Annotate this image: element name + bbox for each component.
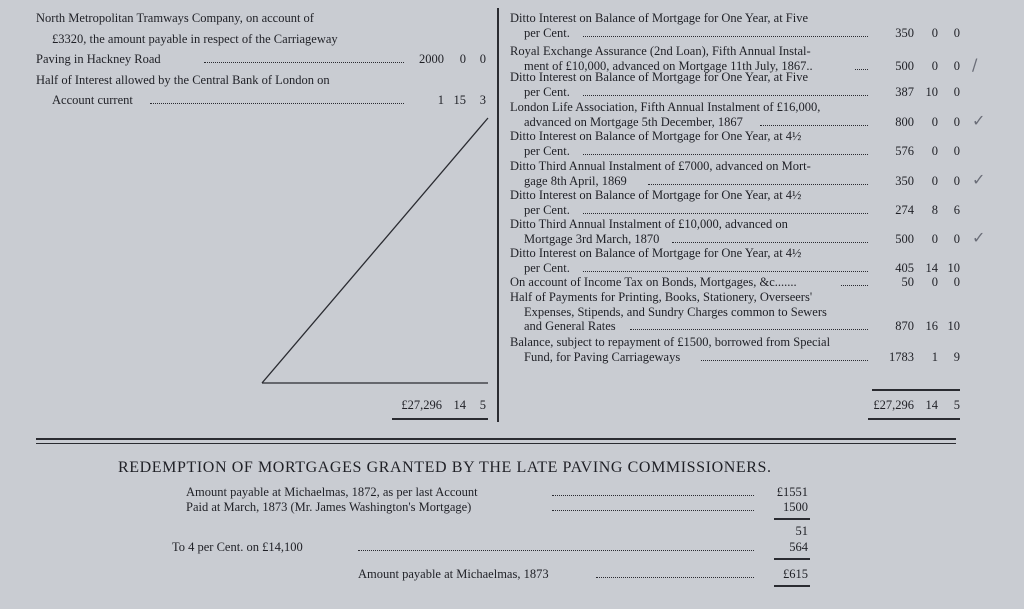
- right-item-line: Half of Payments for Printing, Books, Stationery, Overseers': [510, 290, 813, 304]
- check-mark-icon: ✓: [972, 169, 986, 189]
- right-total-shillings: 14: [925, 398, 938, 412]
- leader-dots: [648, 184, 868, 185]
- section-separator-top: [36, 438, 956, 440]
- leader-dots: [552, 495, 754, 496]
- redemption-line3-label: To 4 per Cent. on £14,100: [172, 540, 303, 554]
- redemption-line2-amount: 1500: [783, 500, 808, 514]
- left-total-pence: 5: [479, 398, 486, 412]
- right-sum-rule: [872, 389, 960, 391]
- right-item-shillings: 14: [925, 260, 938, 275]
- leader-dots: [630, 329, 868, 330]
- redemption-line3-amount: 564: [789, 540, 808, 554]
- check-mark-icon: /: [972, 54, 978, 74]
- right-item-shillings: 16: [925, 319, 938, 334]
- right-item-pence: 0: [953, 114, 960, 129]
- right-item-pounds: 500: [895, 231, 914, 246]
- left-item1-shillings: 0: [459, 52, 466, 66]
- left-item2-shillings: 15: [453, 93, 466, 107]
- right-item-pence: 0: [953, 231, 960, 246]
- right-item-line: per Cent.: [524, 84, 570, 99]
- cancel-diagonal-line: [262, 118, 488, 383]
- leader-dots: [552, 510, 754, 511]
- right-item-line: Ditto Third Annual Instalment of £10,000, advanced on: [510, 217, 788, 231]
- right-item-line: per Cent.: [524, 25, 570, 40]
- leader-dots: [855, 69, 869, 70]
- left-item2-pence: 3: [479, 93, 486, 107]
- right-item-line: ment of £10,000, advanced on Mortgage 11th July, 1867..: [524, 58, 813, 73]
- right-item-line: Ditto Interest on Balance of Mortgage for One Year, at Five: [510, 11, 809, 25]
- leader-dots: [358, 550, 754, 551]
- right-item-shillings: 0: [931, 25, 938, 40]
- right-total-pence: 5: [953, 398, 960, 412]
- redemption-line1-label: Amount payable at Michaelmas, 1872, as per last Account: [186, 485, 478, 499]
- redemption-title: REDEMPTION OF MORTGAGES GRANTED BY THE LATE PAVING COMMISSIONERS.: [118, 459, 772, 476]
- left-total-shillings: 14: [453, 398, 466, 412]
- right-item-pounds: 405: [895, 260, 914, 275]
- left-total-rule: [392, 418, 488, 420]
- right-item-shillings: 0: [931, 143, 938, 158]
- right-item-shillings: 0: [931, 58, 938, 73]
- redemption-sub-rule: [774, 518, 810, 520]
- left-item1-pence: 0: [479, 52, 486, 66]
- redemption-sub-rule: [774, 558, 810, 560]
- right-item-pence: 0: [953, 143, 960, 158]
- left-item2-line1: Half of Interest allowed by the Central Bank of London on: [36, 73, 330, 87]
- right-item-line: Ditto Interest on Balance of Mortgage for One Year, at 4½: [510, 246, 802, 260]
- right-item-line: advanced on Mortgage 5th December, 1867: [524, 114, 743, 129]
- left-item1-line1: North Metropolitan Tramways Company, on account of: [36, 11, 314, 25]
- right-item-line: Ditto Interest on Balance of Mortgage for One Year, at 4½: [510, 188, 802, 202]
- right-item-pence: 9: [953, 349, 960, 364]
- left-item2-line2: Account current: [52, 93, 133, 107]
- right-item-line: per Cent.: [524, 143, 570, 158]
- right-item-shillings: 0: [931, 173, 938, 188]
- right-item-line: Balance, subject to repayment of £1500, borrowed from Special: [510, 335, 831, 349]
- right-item-pounds: 350: [895, 173, 914, 188]
- right-item-pence: 0: [953, 275, 960, 289]
- right-item-pence: 10: [947, 260, 960, 275]
- right-item-line: Ditto Third Annual Instalment of £7000, advanced on Mort-: [510, 159, 811, 173]
- right-item-line: Ditto Interest on Balance of Mortgage for One Year, at Five: [510, 70, 809, 84]
- right-item-shillings: 0: [931, 231, 938, 246]
- column-divider: [497, 8, 499, 422]
- right-item-line: per Cent.: [524, 260, 570, 275]
- leader-dots: [596, 577, 754, 578]
- redemption-line2-label: Paid at March, 1873 (Mr. James Washington's Mortgage): [186, 500, 472, 514]
- right-item-pence: 6: [953, 202, 960, 217]
- right-item-line: Fund, for Paving Carriageways: [524, 349, 681, 364]
- right-item-pounds: 576: [895, 143, 914, 158]
- leader-dots: [583, 95, 868, 96]
- right-item-pence: 0: [953, 58, 960, 73]
- right-item-pounds: 870: [895, 319, 914, 334]
- section-separator-bottom: [36, 443, 956, 444]
- left-item1-pounds: 2000: [419, 52, 444, 66]
- leader-dots: [701, 360, 868, 361]
- right-item-shillings: 0: [931, 275, 938, 289]
- right-item-line: London Life Association, Fifth Annual Instalment of £16,000,: [510, 100, 821, 114]
- right-item-line: per Cent.: [524, 202, 570, 217]
- right-item-pounds: 350: [895, 25, 914, 40]
- right-total-pounds: £27,296: [873, 398, 914, 412]
- right-item-line: Expenses, Stipends, and Sundry Charges common to Sewers: [524, 304, 827, 319]
- right-item-line: Royal Exchange Assurance (2nd Loan), Fifth Annual Instal-: [510, 44, 811, 58]
- redemption-final-rule: [774, 585, 810, 587]
- left-item1-line3: Paving in Hackney Road: [36, 52, 161, 66]
- right-total-rule: [868, 418, 960, 420]
- right-item-pence: 0: [953, 25, 960, 40]
- left-item2-pounds: 1: [437, 93, 444, 107]
- right-item-pounds: 1783: [889, 349, 914, 364]
- redemption-line1-amount: £1551: [776, 485, 808, 499]
- right-item-line: gage 8th April, 1869: [524, 173, 627, 188]
- right-item-line: and General Rates: [524, 319, 616, 334]
- left-total-pounds: £27,296: [401, 398, 442, 412]
- leader-dots: [760, 125, 868, 126]
- check-mark-icon: ✓: [972, 227, 986, 247]
- right-item-pounds: 500: [895, 58, 914, 73]
- right-item-line: Mortgage 3rd March, 1870: [524, 231, 660, 246]
- leader-dots: [583, 213, 868, 214]
- right-item-line: Ditto Interest on Balance of Mortgage for One Year, at 4½: [510, 129, 802, 143]
- leader-dots: [841, 285, 869, 286]
- right-item-pounds: 274: [895, 202, 914, 217]
- leader-dots: [672, 242, 868, 243]
- right-item-shillings: 10: [925, 84, 938, 99]
- redemption-line4-label: Amount payable at Michaelmas, 1873: [358, 567, 549, 581]
- right-item-pence: 10: [947, 319, 960, 334]
- redemption-line4-amount: £615: [783, 567, 808, 581]
- leader-dots: [583, 154, 868, 155]
- leader-dots: [583, 271, 868, 272]
- right-item-shillings: 8: [931, 202, 938, 217]
- right-item-shillings: 1: [931, 349, 938, 364]
- right-item-pence: 0: [953, 84, 960, 99]
- leader-dots: [583, 36, 868, 37]
- left-item1-line2: £3320, the amount payable in respect of the Carriageway: [52, 32, 338, 46]
- right-item-shillings: 0: [931, 114, 938, 129]
- redemption-subtotal: 51: [795, 524, 808, 538]
- right-item-pounds: 50: [901, 275, 914, 289]
- right-item-pounds: 800: [895, 114, 914, 129]
- check-mark-icon: ✓: [972, 110, 986, 130]
- right-item-pounds: 387: [895, 84, 914, 99]
- right-item-line: On account of Income Tax on Bonds, Mortgages, &c.......: [510, 275, 797, 289]
- right-item-pence: 0: [953, 173, 960, 188]
